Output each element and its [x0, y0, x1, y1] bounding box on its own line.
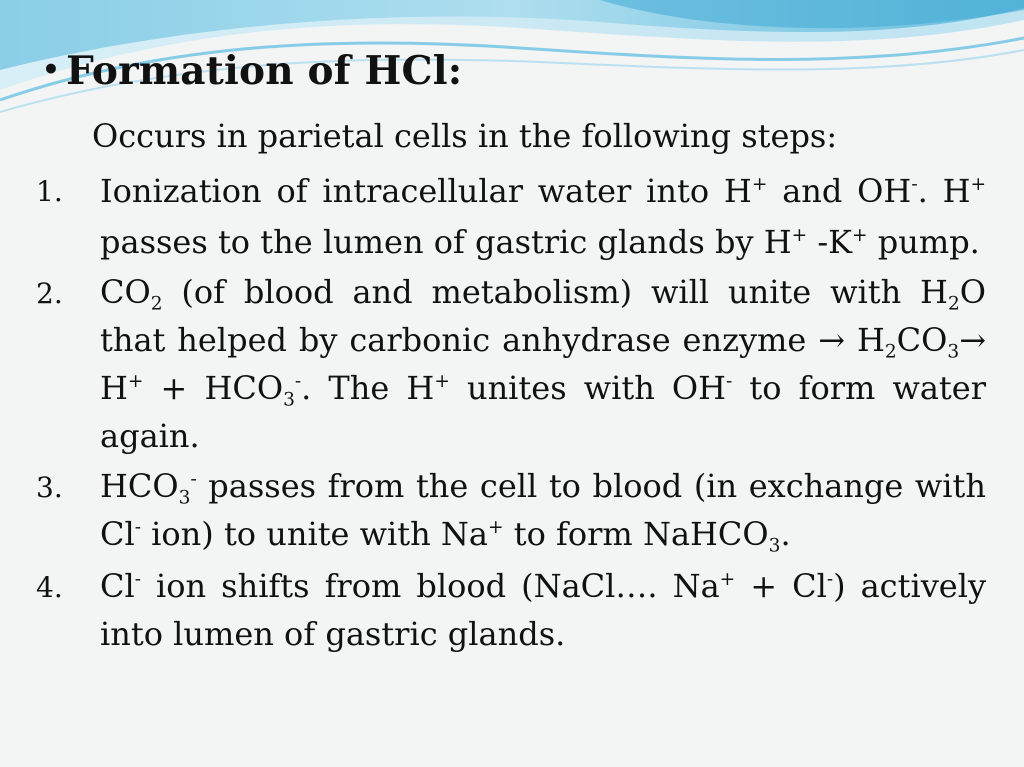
slide-title [42, 48, 462, 94]
step-number: 4. [36, 571, 63, 604]
list-item [36, 166, 986, 268]
intro-text: Occurs in parietal cells in the following steps: [92, 117, 838, 155]
step-text: Cl- ion shifts from blood (NaCl…. Na+ + Cl-) actively into lumen of gastric glands. [100, 567, 987, 653]
step-number: 3. [36, 471, 63, 504]
steps-list [36, 166, 986, 658]
step-text: $CO_2$ (of blood and metabolism) will unite with $H_2O$ that helped by carbonic anhydrase enzyme → $H_2CO_3\to H^+ + HCO_3^-$. The H+ unites with OH- to form water again. [100, 273, 987, 455]
step-text: Ionization of intracellular water into H+ and OH-. H+ passes to the lumen of gastric glands by H+ -K+ pump. [100, 172, 987, 261]
title-text: Formation of HCl: [66, 48, 463, 94]
title-bullet: • [42, 52, 61, 86]
list-item [36, 562, 986, 658]
list-item [36, 462, 986, 558]
step-number: 2. [36, 277, 63, 310]
step-number: 1. [36, 175, 63, 208]
step-text: $HCO_3^-$ passes from the cell to blood (in exchange with Cl- ion) to unite with Na+ to form NaHCO$_3$. [100, 467, 986, 557]
list-item [36, 268, 986, 460]
